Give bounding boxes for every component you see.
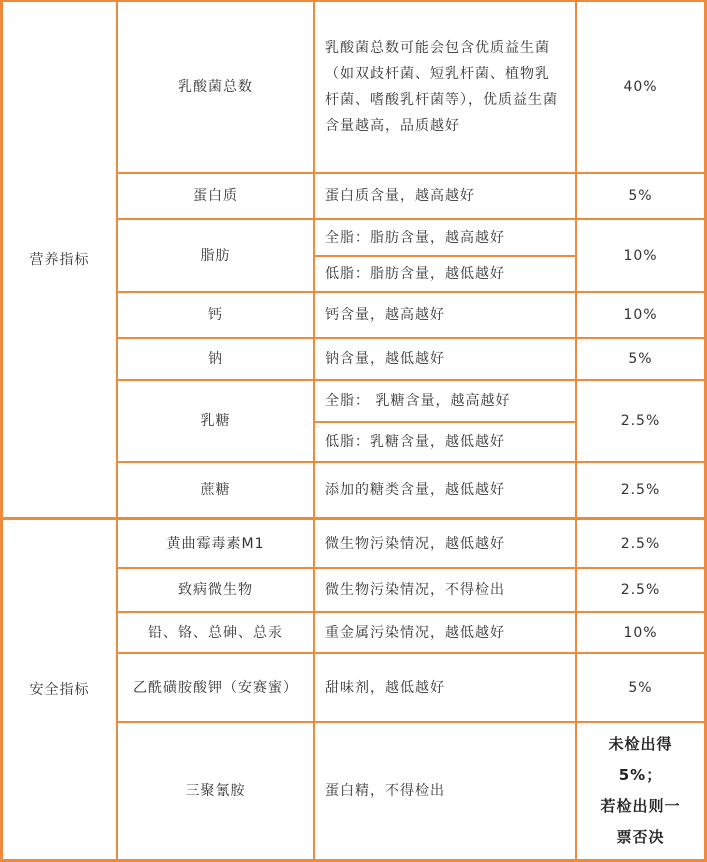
indicator-description: 钠含量，越低越好 <box>325 351 445 367</box>
indicator-description: 重金属污染情况，越低越好 <box>325 624 505 641</box>
indicator-name: 致病微生物 <box>178 582 253 598</box>
indicator-name: 乳糖 <box>200 413 231 429</box>
indicator-description: 添加的糖类含量，越低越好 <box>325 482 505 498</box>
indicator-name-text: 乙酰磺胺酸钾（安赛蜜） <box>133 679 298 696</box>
indicator-description: 甜味剂，越低越好 <box>325 679 445 696</box>
weight-rule-line: 若检出则一 <box>600 797 681 815</box>
indicator-weight: 5% <box>628 351 653 367</box>
indicator-name: 钙 <box>208 307 223 323</box>
indicator-description-low: 低脂：乳糖含量，越低越好 <box>325 434 505 450</box>
indicator-weight: 10% <box>623 624 658 641</box>
indicator-description: 钙含量，越高越好 <box>325 307 445 323</box>
indicator-description-low: 低脂：脂肪含量，越低越好 <box>325 266 505 282</box>
indicator-name: 乳酸菌总数 <box>178 79 253 95</box>
category-safety: 安全指标 <box>29 681 90 698</box>
indicator-name: 脂肪 <box>200 247 231 264</box>
weight-rule-line: 票否决 <box>616 828 665 846</box>
indicator-weight <box>577 723 704 859</box>
indicator-name <box>118 654 313 721</box>
indicator-description: 微生物污染情况，不得检出 <box>325 582 505 598</box>
weight-rule-line: 未检出得 <box>608 735 673 753</box>
indicator-weight: 2.5% <box>620 482 661 498</box>
indicator-description-full: 全脂： 乳糖含量，越高越好 <box>325 393 511 409</box>
indicator-weight: 2.5% <box>620 582 661 598</box>
indicator-name: 黄曲霉毒素M1 <box>166 535 265 552</box>
indicator-description-full: 全脂：脂肪含量，越高越好 <box>325 229 505 246</box>
indicator-weight: 10% <box>623 247 658 264</box>
indicator-weight: 2.5% <box>620 413 661 429</box>
indicator-name: 三聚氰胺 <box>185 783 246 799</box>
indicator-name: 蔗糖 <box>200 482 231 498</box>
description-text: 乳酸菌总数可能会包含优质益生菌（如双歧杆菌、短乳杆菌、植物乳杆菌、嗜酸乳杆菌等），优质益生菌含量越高，品质越好 <box>325 40 558 134</box>
indicator-name: 蛋白质 <box>193 188 238 204</box>
indicator-weight: 5% <box>628 679 653 696</box>
indicator-description: 蛋白精，不得检出 <box>325 783 445 799</box>
indicator-description <box>315 2 575 172</box>
indicator-description: 蛋白质含量，越高越好 <box>325 188 475 204</box>
weight-rule <box>600 729 680 853</box>
indicator-weight: 2.5% <box>620 535 661 552</box>
indicator-description: 微生物污染情况，越低越好 <box>325 535 505 552</box>
indicator-weight: 5% <box>628 188 653 204</box>
indicator-name: 铅、铬、总砷、总汞 <box>148 624 283 641</box>
indicator-weight: 40% <box>623 79 658 95</box>
category-nutrition: 营养指标 <box>29 251 90 268</box>
weight-rule-line: 5%； <box>618 766 663 784</box>
indicator-name: 钠 <box>208 351 223 367</box>
indicator-weight: 10% <box>623 307 658 323</box>
